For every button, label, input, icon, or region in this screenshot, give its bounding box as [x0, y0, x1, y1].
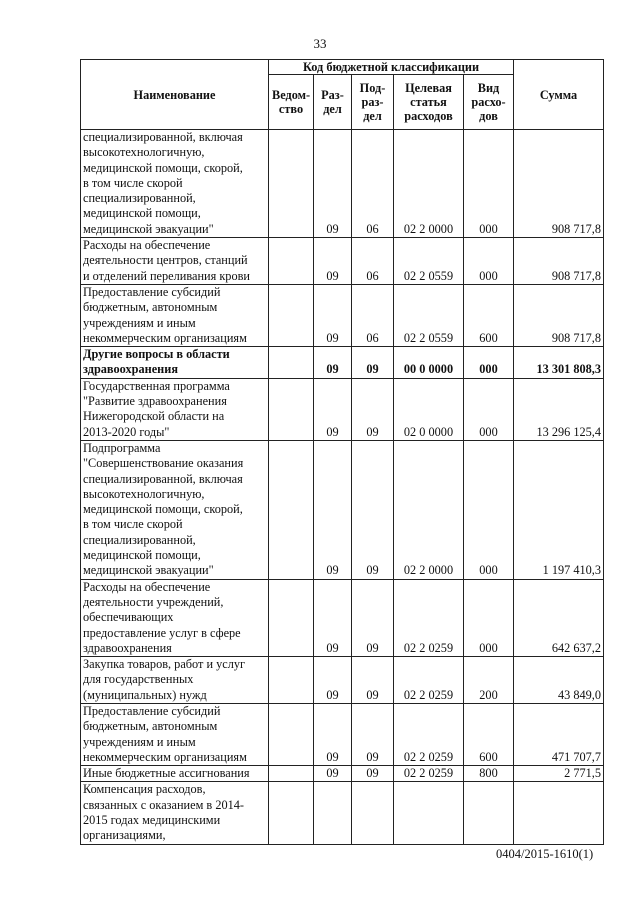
row-ved-cell: [269, 347, 314, 379]
row-vid-cell: 000: [464, 440, 514, 579]
row-podr-cell: 09: [352, 347, 394, 379]
row-podr-cell: 06: [352, 130, 394, 238]
row-razd-cell: 09: [314, 284, 352, 346]
header-podr: Под- раз- дел: [352, 75, 394, 130]
row-vid-cell: 000: [464, 579, 514, 656]
header-classification-group: Код бюджетной классификации: [269, 60, 514, 75]
table-row: [81, 284, 604, 346]
row-razd-cell: 09: [314, 766, 352, 782]
row-podr-cell: [352, 782, 394, 844]
row-ved-cell: [269, 238, 314, 285]
row-ved-cell: [269, 657, 314, 704]
page-number: 33: [313, 36, 327, 51]
row-sum-cell: 13 296 125,4: [514, 378, 604, 440]
row-podr-cell: 09: [352, 579, 394, 656]
row-podr-cell: 06: [352, 284, 394, 346]
row-vid-cell: 000: [464, 347, 514, 379]
row-podr-cell: 09: [352, 378, 394, 440]
row-razd-cell: 09: [314, 440, 352, 579]
row-cel-cell: 02 2 0259: [394, 766, 464, 782]
row-ved-cell: [269, 703, 314, 765]
row-cel-cell: 02 2 0259: [394, 579, 464, 656]
row-name-cell: Предоставление субсидий бюджетным, автономным учреждениям и иным некоммерческим организациям: [81, 284, 269, 346]
row-sum-cell: 13 301 808,3: [514, 347, 604, 379]
row-vid-cell: [464, 782, 514, 844]
document-id: 0404/2015-1610(1): [496, 847, 594, 861]
row-name-cell: Расходы на обеспечение деятельности центров, станций и отделений переливания крови: [81, 238, 269, 285]
row-sum-cell: 908 717,8: [514, 284, 604, 346]
row-ved-cell: [269, 782, 314, 844]
row-ved-cell: [269, 579, 314, 656]
row-cel-cell: 02 2 0000: [394, 130, 464, 238]
row-ved-cell: [269, 766, 314, 782]
row-vid-cell: 000: [464, 238, 514, 285]
row-vid-cell: 800: [464, 766, 514, 782]
row-vid-cell: 000: [464, 130, 514, 238]
row-sum-cell: 471 707,7: [514, 703, 604, 765]
row-ved-cell: [269, 130, 314, 238]
row-podr-cell: 09: [352, 703, 394, 765]
header-sum: Сумма: [514, 60, 604, 130]
row-razd-cell: 09: [314, 130, 352, 238]
table-row: [81, 579, 604, 656]
row-podr-cell: 06: [352, 238, 394, 285]
row-razd-cell: 09: [314, 579, 352, 656]
row-vid-cell: 200: [464, 657, 514, 704]
row-cel-cell: 02 2 0559: [394, 238, 464, 285]
row-ved-cell: [269, 378, 314, 440]
table-body: [81, 130, 604, 845]
table-row: [81, 130, 604, 238]
row-cel-cell: 02 2 0000: [394, 440, 464, 579]
row-razd-cell: [314, 782, 352, 844]
header-vid: Вид расхо- дов: [464, 75, 514, 130]
row-podr-cell: 09: [352, 657, 394, 704]
row-name-cell: Расходы на обеспечение деятельности учреждений, обеспечивающих предоставление услуг в сфере здравоохранения: [81, 579, 269, 656]
row-razd-cell: 09: [314, 238, 352, 285]
row-ved-cell: [269, 284, 314, 346]
table-row: [81, 440, 604, 579]
row-cel-cell: 02 2 0559: [394, 284, 464, 346]
row-name-cell: Закупка товаров, работ и услуг для государственных (муниципальных) нужд: [81, 657, 269, 704]
table-row: [81, 657, 604, 704]
row-name-cell: специализированной, включая высокотехнологичную, медицинской помощи, скорой, в том числе скорой специализированной, медицинской помощи, медицинской эвакуации": [81, 130, 269, 238]
row-sum-cell: [514, 782, 604, 844]
row-podr-cell: 09: [352, 440, 394, 579]
row-cel-cell: 02 2 0259: [394, 657, 464, 704]
row-vid-cell: 600: [464, 284, 514, 346]
table-row: [81, 766, 604, 782]
row-name-cell: Предоставление субсидий бюджетным, автономным учреждениям и иным некоммерческим организациям: [81, 703, 269, 765]
header-ved: Ведом- ство: [269, 75, 314, 130]
header-name: Наименование: [81, 60, 269, 130]
header-razd: Раз- дел: [314, 75, 352, 130]
row-vid-cell: 000: [464, 378, 514, 440]
row-sum-cell: 908 717,8: [514, 130, 604, 238]
table-row: [81, 782, 604, 844]
row-ved-cell: [269, 440, 314, 579]
row-sum-cell: 2 771,5: [514, 766, 604, 782]
row-cel-cell: [394, 782, 464, 844]
row-razd-cell: 09: [314, 657, 352, 704]
budget-table: [80, 59, 604, 845]
table-row: [81, 703, 604, 765]
table-row: [81, 238, 604, 285]
row-name-cell: Другие вопросы в области здравоохранения: [81, 347, 269, 379]
row-sum-cell: 1 197 410,3: [514, 440, 604, 579]
row-cel-cell: 02 2 0259: [394, 703, 464, 765]
row-vid-cell: 600: [464, 703, 514, 765]
row-cel-cell: 02 0 0000: [394, 378, 464, 440]
row-razd-cell: 09: [314, 378, 352, 440]
row-sum-cell: 908 717,8: [514, 238, 604, 285]
row-name-cell: Подпрограмма "Совершенствование оказания специализированной, включая высокотехнологичную, медицинской помощи, скорой, в том числе скорой специализированной, медицинской помощи, медицинской эвакуации": [81, 440, 269, 579]
row-name-cell: Компенсация расходов, связанных с оказанием в 2014- 2015 годах медицинскими организациями,: [81, 782, 269, 844]
row-podr-cell: 09: [352, 766, 394, 782]
row-razd-cell: 09: [314, 347, 352, 379]
table-row: [81, 378, 604, 440]
header-cel: Целевая статья расходов: [394, 75, 464, 130]
row-cel-cell: 00 0 0000: [394, 347, 464, 379]
row-name-cell: Иные бюджетные ассигнования: [81, 766, 269, 782]
row-razd-cell: 09: [314, 703, 352, 765]
row-sum-cell: 642 637,2: [514, 579, 604, 656]
row-name-cell: Государственная программа "Развитие здравоохранения Нижегородской области на 2013-2020 годы": [81, 378, 269, 440]
row-sum-cell: 43 849,0: [514, 657, 604, 704]
table-row: [81, 347, 604, 379]
